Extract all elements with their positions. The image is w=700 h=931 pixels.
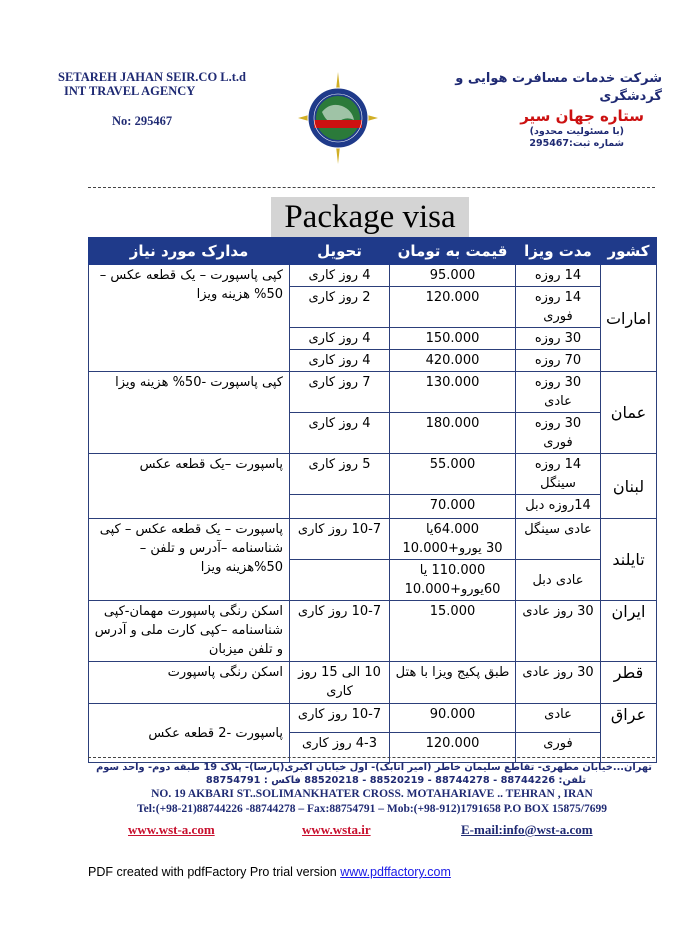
- documents-cell: پاسپورت –یک قطعه عکس: [89, 454, 290, 519]
- country-cell: قطر: [601, 662, 657, 704]
- pdffactory-link[interactable]: www.pdffactory.com: [340, 865, 451, 879]
- delivery-cell: 5 روز کاری: [290, 454, 390, 495]
- documents-cell: پاسپورت – یک قطعه عکس – کپی شناسنامه –آدرس و تلفن – 50%هزینه ویزا: [89, 519, 290, 601]
- english-header: [58, 70, 288, 128]
- price-line: 110.000 یا: [419, 563, 486, 578]
- phones-fa: تلفن: 88744226 - 88744278 - 88520219 - 88520218 فاکس : 88754791: [205, 775, 586, 786]
- address-fa: تهران...خیابان مطهری- تقاطع سلیمان خاطر (امیر اتابک)- اول خیابان اکبری(پارسا)- پلاک 19 طبقه دوم- واحد سوم: [96, 762, 652, 773]
- delivery-cell: 10-7 روز کاری: [290, 601, 390, 662]
- price-cell: 180.000: [390, 413, 516, 454]
- table-row: [89, 372, 657, 413]
- header-country: کشور: [601, 238, 657, 265]
- pdf-note-text: PDF created with pdfFactory Pro trial version: [88, 865, 341, 879]
- table-row: [89, 519, 657, 560]
- delivery-cell: 7 روز کاری: [290, 372, 390, 413]
- company-type-fa: (با مسئولیت محدود): [529, 126, 624, 137]
- company-name-fa: شرکت خدمات مسافرت هوایی و گردشگری: [455, 71, 662, 104]
- country-cell: امارات: [601, 265, 657, 372]
- country-cell: لبنان: [601, 454, 657, 519]
- documents-cell: کپی پاسپورت – یک قطعه عکس – 50% هزینه ویزا: [89, 265, 290, 372]
- documents-cell: پاسپورت -2 قطعه عکس: [89, 704, 290, 763]
- duration-cell: 14 روزه فوری: [516, 287, 601, 328]
- duration-cell: 14روزه دبل: [516, 495, 601, 519]
- footer: [88, 761, 656, 817]
- page-title: Package visa: [284, 199, 456, 235]
- duration-cell: عادی سینگل: [516, 519, 601, 560]
- header-price: قیمت به تومان: [390, 238, 516, 265]
- company-name-en: SETAREH JAHAN SEIR.CO L.t.d: [58, 70, 247, 84]
- visa-price-table: [88, 237, 657, 763]
- email-link[interactable]: E-mail:info@wst-a.com: [461, 822, 593, 837]
- duration-cell: فوری: [516, 733, 601, 763]
- persian-header: [412, 70, 662, 150]
- header-divider: [88, 187, 655, 188]
- price-cell: 70.000: [390, 495, 516, 519]
- table-row: [89, 662, 657, 704]
- table-row: [89, 601, 657, 662]
- price-cell: 90.000: [390, 704, 516, 733]
- website-link-1[interactable]: www.wst-a.com: [128, 822, 215, 837]
- contacts-en: Tel:(+98-21)88744226 -88744278 – Fax:88754791 – Mob:(+98-912)1791658 P.O BOX 15875/7699: [137, 803, 607, 815]
- delivery-cell: 10-7 روز کاری: [290, 519, 390, 560]
- footer-divider: [88, 757, 655, 758]
- documents-cell: اسکن رنگی پاسپورت: [89, 662, 290, 704]
- price-cell: [390, 560, 516, 601]
- country-cell: عراق: [601, 704, 657, 763]
- table-row: [89, 704, 657, 733]
- price-cell: 150.000: [390, 328, 516, 350]
- table-header-row: [89, 238, 657, 265]
- website-link-2[interactable]: www.wsta.ir: [302, 822, 371, 837]
- duration-cell: 14 روزه سینگل: [516, 454, 601, 495]
- duration-cell: عادی: [516, 704, 601, 733]
- delivery-cell: [290, 495, 390, 519]
- price-cell: 120.000: [390, 733, 516, 763]
- price-cell: طبق پکیج ویزا با هتل: [390, 662, 516, 704]
- price-cell: 15.000: [390, 601, 516, 662]
- company-logo: [298, 72, 378, 164]
- price-cell: 55.000: [390, 454, 516, 495]
- duration-cell: 30 روزه: [516, 328, 601, 350]
- price-cell: 120.000: [390, 287, 516, 328]
- duration-cell: 14 روزه: [516, 265, 601, 287]
- price-line: 60یورو+10.000: [404, 582, 501, 597]
- country-cell: عمان: [601, 372, 657, 454]
- address-en: NO. 19 AKBARI ST..SOLIMANKHATER CROSS. MOTAHARIAVE .. TEHRAN , IRAN: [151, 788, 593, 800]
- registration-number-fa: شماره ثبت:295467: [529, 138, 624, 149]
- delivery-cell: 4 روز کاری: [290, 265, 390, 287]
- pdf-creator-note: [88, 865, 451, 879]
- country-cell: ایران: [601, 601, 657, 662]
- delivery-cell: 10-7 روز کاری: [290, 704, 390, 733]
- header-duration: مدت ویزا: [516, 238, 601, 265]
- duration-cell: 30 روز عادی: [516, 601, 601, 662]
- duration-cell: 30 روزه فوری: [516, 413, 601, 454]
- duration-cell: 30 روز عادی: [516, 662, 601, 704]
- delivery-cell: 4 روز کاری: [290, 350, 390, 372]
- documents-cell: اسکن رنگی پاسپورت مهمان-کپی شناسنامه –کپی کارت ملی و آدرس و تلفن میزبان: [89, 601, 290, 662]
- delivery-cell: 2 روز کاری: [290, 287, 390, 328]
- header-delivery: تحویل: [290, 238, 390, 265]
- price-cell: 420.000: [390, 350, 516, 372]
- duration-cell: 70 روزه: [516, 350, 601, 372]
- price-line: 64.000یا: [425, 522, 480, 537]
- delivery-cell: 4 روز کاری: [290, 413, 390, 454]
- delivery-cell: 4-3 روز کاری: [290, 733, 390, 763]
- table-row: [89, 265, 657, 287]
- price-cell: 95.000: [390, 265, 516, 287]
- duration-cell: 30 روزه عادی: [516, 372, 601, 413]
- country-cell: تایلند: [601, 519, 657, 601]
- table-row: [89, 454, 657, 495]
- duration-cell: عادی دبل: [516, 560, 601, 601]
- brand-name-fa: ستاره جهان سیر: [520, 107, 644, 125]
- header-documents: مدارک مورد نیاز: [89, 238, 290, 265]
- price-cell: [390, 519, 516, 560]
- delivery-cell: [290, 560, 390, 601]
- delivery-cell: 4 روز کاری: [290, 328, 390, 350]
- title-banner: [271, 197, 469, 237]
- price-cell: 130.000: [390, 372, 516, 413]
- price-line: 30 یورو+10.000: [402, 541, 503, 556]
- agency-name-en: INT TRAVEL AGENCY: [64, 84, 196, 98]
- delivery-cell: 10 الی 15 روز کاری: [290, 662, 390, 704]
- documents-cell: کپی پاسپورت -50% هزینه ویزا: [89, 372, 290, 454]
- registration-number-en: No: 295467: [112, 114, 173, 128]
